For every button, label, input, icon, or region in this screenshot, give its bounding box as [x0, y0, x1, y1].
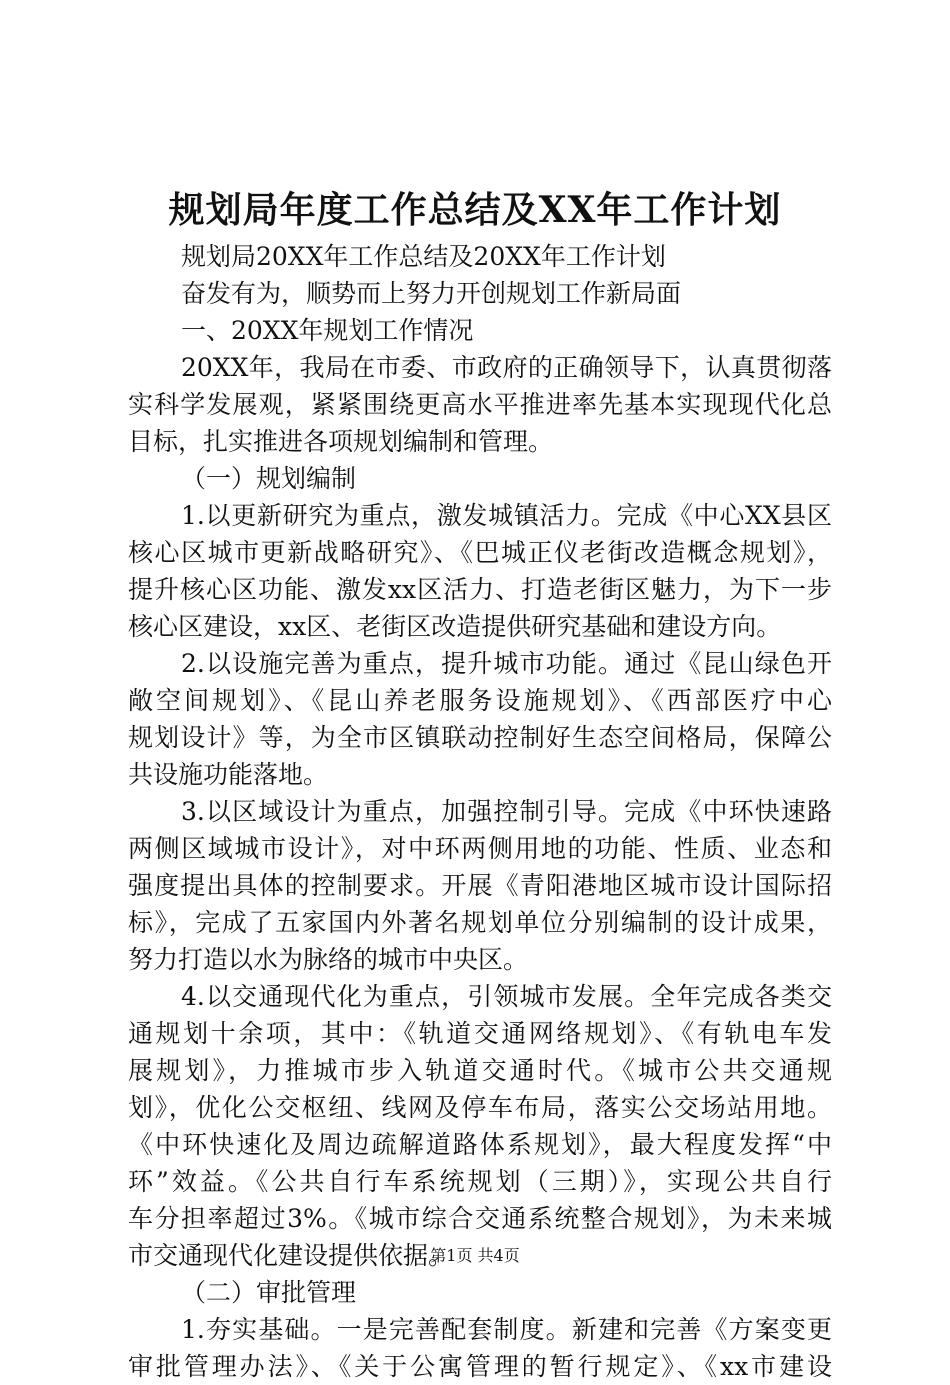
- body-line: 4.以交通现代化为重点，引领城市发展。全年完成各类交: [181, 982, 832, 1011]
- body-line: 展规划》，力推城市步入轨道交通时代。《城市公共交通规: [128, 1056, 832, 1085]
- document-title: 规划局年度工作总结及XX年工作计划: [168, 189, 782, 231]
- body-line: 车分担率超过3%。《城市综合交通系统整合规划》，为未来城: [128, 1204, 832, 1233]
- body-line: 市交通现代化建设提供依据。: [128, 1241, 454, 1270]
- body-line: 一、20XX年规划工作情况: [181, 316, 474, 345]
- body-line: 规划局20XX年工作总结及20XX年工作计划: [181, 242, 666, 271]
- body-line: 提升核心区功能、激发xx区活力、打造老街区魅力，为下一步: [128, 575, 832, 604]
- body-line: 共设施功能落地。: [128, 760, 329, 789]
- body-line: 20XX年，我局在市委、市政府的正确领导下，认真贯彻落: [181, 353, 832, 382]
- body-line: （一）规划编制: [181, 464, 357, 493]
- page-footer: 第1页 共4页: [430, 1246, 520, 1265]
- body-line: 标》，完成了五家国内外著名规划单位分别编制的设计成果，: [128, 908, 832, 937]
- body-line: （二）审批管理: [181, 1278, 357, 1307]
- document-body: [128, 238, 832, 1385]
- body-line: 3.以区域设计为重点，加强控制引导。完成《中环快速路: [181, 797, 832, 826]
- body-line: 规划设计》等，为全市区镇联动控制好生态空间格局，保障公: [128, 723, 832, 752]
- body-line: 核心区城市更新战略研究》、《巴城正仪老街改造概念规划》，: [128, 538, 832, 567]
- body-line: 两侧区域城市设计》，对中环两侧用地的功能、性质、业态和: [128, 834, 832, 863]
- body-line: 核心区建设，xx区、老街区改造提供研究基础和建设方向。: [128, 612, 782, 641]
- body-line: 2.以设施完善为重点，提升城市功能。通过《昆山绿色开: [181, 649, 832, 678]
- body-line: 努力打造以水为脉络的城市中央区。: [128, 945, 529, 974]
- body-line: 强度提出具体的控制要求。开展《青阳港地区城市设计国际招: [128, 871, 832, 900]
- body-line: 目标，扎实推进各项规划编制和管理。: [128, 427, 554, 456]
- body-line: 环”效益。《公共自行车系统规划（三期）》，实现公共自行: [128, 1167, 832, 1196]
- body-line: 1.以更新研究为重点，激发城镇活力。完成《中心XX县区: [181, 501, 832, 530]
- body-line: 奋发有为，顺势而上努力开创规划工作新局面: [181, 279, 682, 308]
- body-line: 敞空间规划》、《昆山养老服务设施规划》、《西部医疗中心: [128, 686, 832, 715]
- body-line: 实科学发展观，紧紧围绕更高水平推进率先基本实现现代化总: [128, 390, 832, 419]
- body-line: 1.夯实基础。一是完善配套制度。新建和完善《方案变更: [181, 1315, 832, 1344]
- body-line: 审批管理办法》、《关于公寓管理的暂行规定》、《xx市建设: [128, 1352, 832, 1381]
- body-line: 通规划十余项，其中：《轨道交通网络规划》、《有轨电车发: [128, 1019, 832, 1048]
- body-line: 《中环快速化及周边疏解道路体系规划》，最大程度发挥“中: [128, 1130, 832, 1159]
- body-line: 划》，优化公交枢纽、线网及停车布局，落实公交场站用地。: [128, 1093, 832, 1122]
